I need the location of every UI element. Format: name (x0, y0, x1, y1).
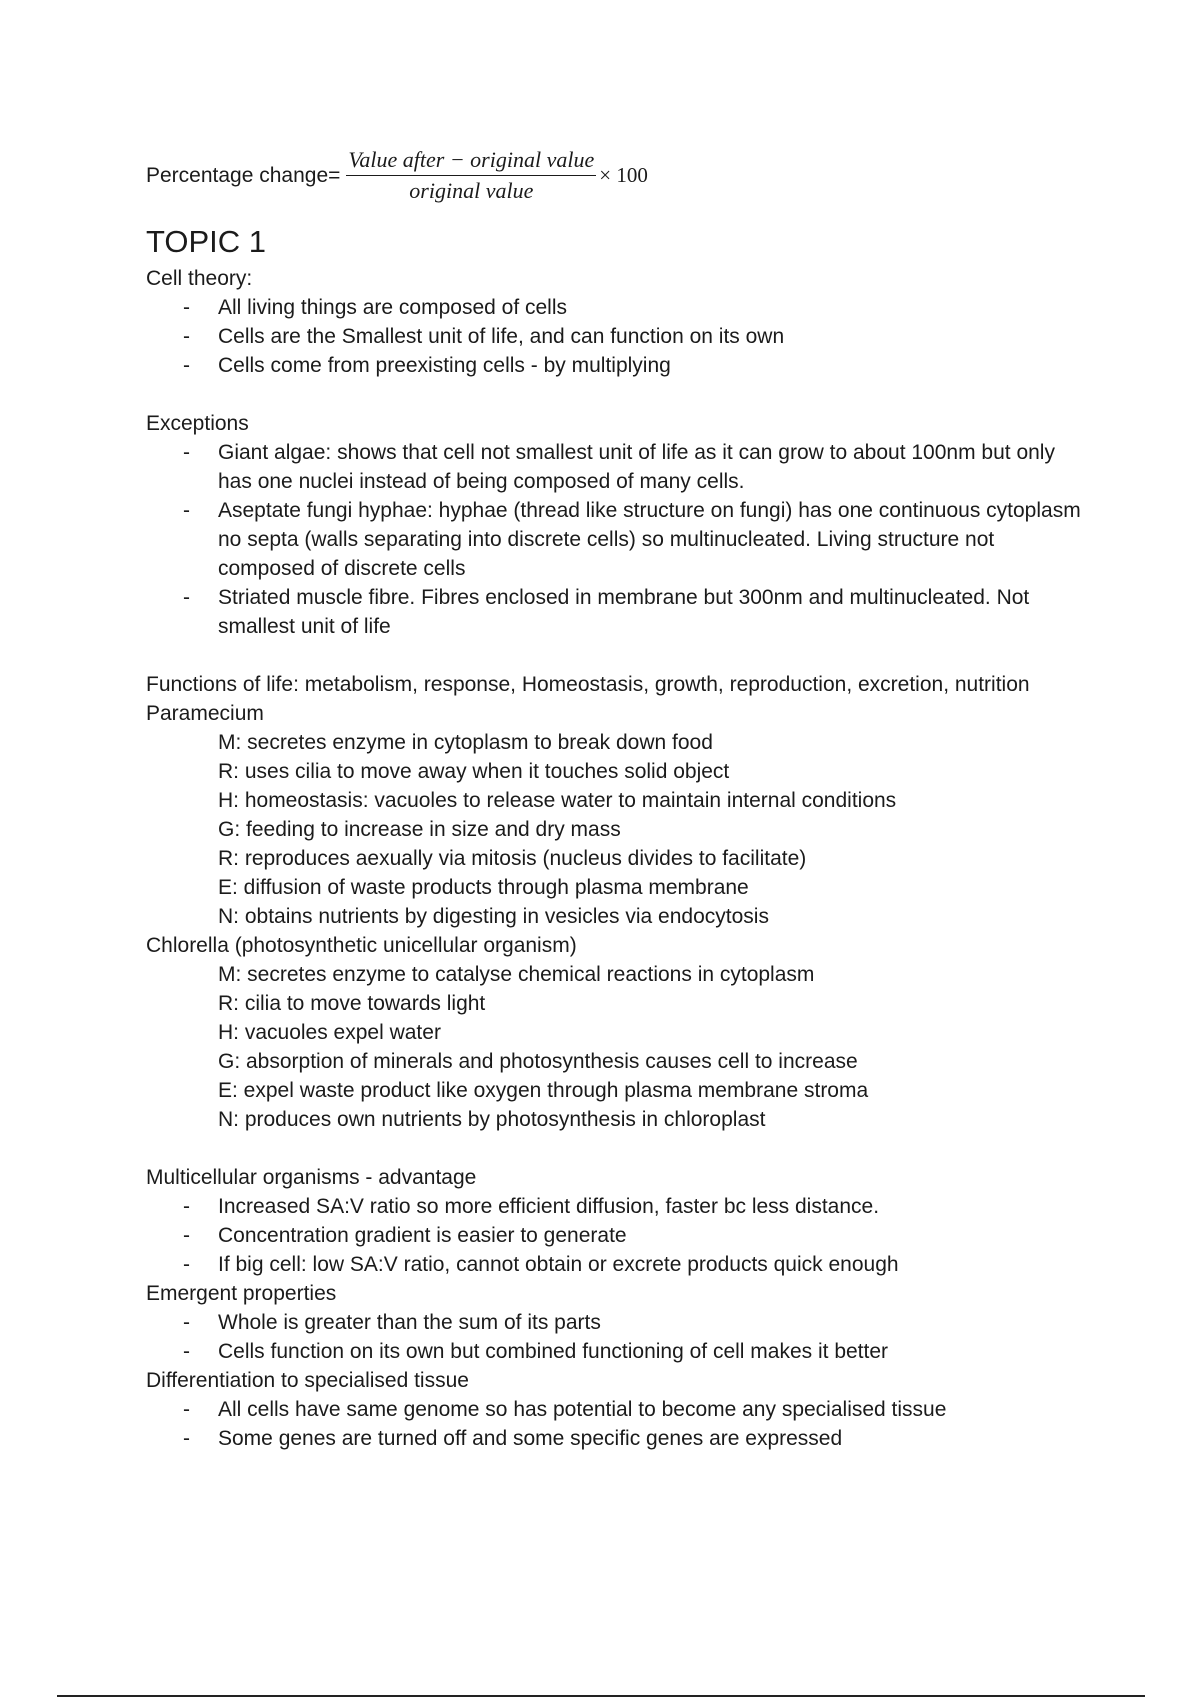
list-item: - Whole is greater than the sum of its parts (218, 1308, 1086, 1337)
list-item: - Cells are the Smallest unit of life, and can function on its own (218, 322, 1086, 351)
list-item: - Cells come from preexisting cells - by multiplying (218, 351, 1086, 380)
list-item: R: cilia to move towards light (218, 992, 486, 1015)
emergent-properties-heading: Emergent properties (146, 1282, 337, 1305)
list-item: G: feeding to increase in size and dry mass (218, 818, 621, 841)
formula-denominator: original value (409, 177, 534, 203)
list-item: R: reproduces aexually via mitosis (nucleus divides to facilitate) (218, 847, 807, 870)
list-item: N: produces own nutrients by photosynthesis in chloroplast (218, 1108, 766, 1131)
paramecium-list (146, 728, 1086, 931)
list-item: - Concentration gradient is easier to generate (218, 1221, 1086, 1250)
list-item: - All living things are composed of cells (218, 293, 1086, 322)
cell-theory-list (146, 293, 1086, 380)
list-item: E: diffusion of waste products through plasma membrane (218, 876, 749, 899)
list-item: - Cells function on its own but combined functioning of cell makes it better (218, 1337, 1086, 1366)
multicellular-heading: Multicellular organisms - advantage (146, 1166, 477, 1189)
multicellular-list (146, 1192, 1086, 1279)
page-content (146, 140, 1086, 1453)
functions-of-life-text: Functions of life: metabolism, response, Homeostasis, growth, reproduction, excretion, nutrition (146, 673, 1030, 696)
list-item: G: absorption of minerals and photosynthesis causes cell to increase (218, 1050, 858, 1073)
emergent-properties-list (146, 1308, 1086, 1366)
list-item: H: vacuoles expel water (218, 1021, 441, 1044)
footer-divider (57, 1695, 1145, 1697)
list-item: - Some genes are turned off and some specific genes are expressed (218, 1424, 1086, 1453)
formula-label: Percentage change= (146, 163, 341, 187)
paramecium-heading: Paramecium (146, 702, 264, 725)
differentiation-list (146, 1395, 1086, 1453)
list-item: H: homeostasis: vacuoles to release water to maintain internal conditions (218, 789, 897, 812)
percentage-change-formula (146, 140, 1086, 210)
chlorella-list (146, 960, 1086, 1134)
list-item: - Increased SA:V ratio so more efficient diffusion, faster bc less distance. (218, 1192, 1086, 1221)
list-item: - Giant algae: shows that cell not smallest unit of life as it can grow to about 100nm but only has one nuclei instead of being composed of many cells. (218, 438, 1086, 496)
cell-theory-heading: Cell theory: (146, 267, 253, 290)
topic-title: TOPIC 1 (146, 224, 267, 259)
chlorella-heading: Chlorella (photosynthetic unicellular organism) (146, 934, 577, 957)
list-item: R: uses cilia to move away when it touches solid object (218, 760, 730, 783)
list-item: N: obtains nutrients by digesting in vesicles via endocytosis (218, 905, 769, 928)
list-item: M: secretes enzyme to catalyse chemical reactions in cytoplasm (218, 963, 815, 986)
list-item: E: expel waste product like oxygen through plasma membrane stroma (218, 1079, 869, 1102)
formula-numerator: Value after − original value (346, 146, 596, 176)
exceptions-list (146, 438, 1086, 641)
list-item: M: secretes enzyme in cytoplasm to break down food (218, 731, 713, 754)
list-item: - All cells have same genome so has potential to become any specialised tissue (218, 1395, 1086, 1424)
exceptions-heading: Exceptions (146, 412, 249, 435)
differentiation-heading: Differentiation to specialised tissue (146, 1369, 469, 1392)
list-item: - If big cell: low SA:V ratio, cannot obtain or excrete products quick enough (218, 1250, 1086, 1279)
list-item: - Striated muscle fibre. Fibres enclosed in membrane but 300nm and multinucleated. Not smallest unit of life (218, 583, 1086, 641)
list-item: - Aseptate fungi hyphae: hyphae (thread like structure on fungi) has one continuous cytoplasm no septa (walls separating into discrete cells) so multinucleated. Living structure not composed of discrete cells (218, 496, 1086, 583)
formula-fraction (346, 146, 596, 205)
formula-multiplier: × 100 (599, 162, 648, 187)
